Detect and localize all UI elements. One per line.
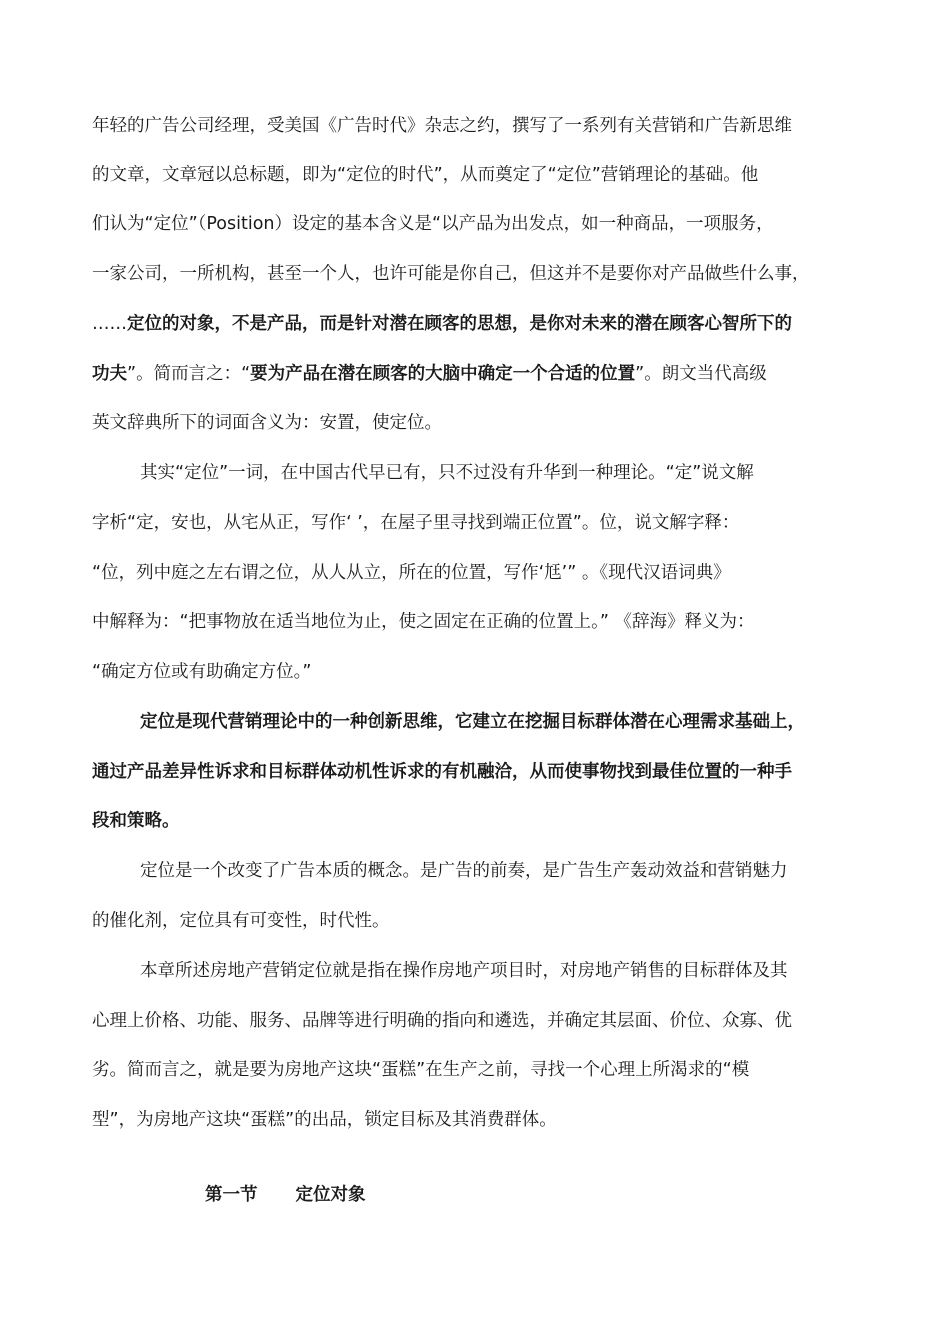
paragraph-1-line-1: 年轻的广告公司经理，受美国《广告时代》杂志之约，撰写了一系列有关营销和广告新思维 bbox=[92, 116, 792, 136]
section-heading bbox=[205, 1183, 366, 1207]
bold-emphasis-text: 定位的对象，不是产品，而是针对潜在顾客的思想，是你对未来的潜在顾客心智所下的 bbox=[127, 314, 792, 334]
paragraph-1-line-4: 一家公司，一所机构，甚至一个人，也许可能是你自己，但这并不是要你对产品做些什么事， bbox=[92, 264, 810, 284]
section-number: 第一节 bbox=[205, 1185, 258, 1205]
paragraph-1-line-5 bbox=[92, 312, 882, 336]
paragraph-2-line-3: “位，列中庭之左右谓之位，从人从立，所在的位置，写作‘尪’” 。《现代汉语词典》 bbox=[92, 563, 731, 583]
paragraph-3-line-2: 通过产品差异性诉求和目标群体动机性诉求的有机融洽，从而使事物找到最佳位置的一种手 bbox=[92, 762, 792, 782]
paragraph-4-line-2: 的催化剂，定位具有可变性，时代性。 bbox=[92, 911, 390, 931]
section-title: 定位对象 bbox=[295, 1185, 366, 1205]
paragraph-3-line-3: 段和策略。 bbox=[92, 811, 180, 831]
paragraph-2-line-2: 字析“定，安也，从宅从正，写作‘ ’，在屋子里寻找到端正位置”。位，说文解字释： bbox=[92, 513, 740, 533]
paragraph-5-line-4: 型”，为房地产这块“蛋糕”的出品，锁定目标及其消费群体。 bbox=[92, 1110, 557, 1130]
plain-text: ”。简而言之：“ bbox=[127, 364, 251, 384]
paragraph-5-line-1: 本章所述房地产营销定位就是指在操作房地产项目时，对房地产销售的目标群体及其 bbox=[140, 961, 788, 981]
bold-emphasis-text: 功夫 bbox=[92, 364, 127, 384]
paragraph-1-line-3: 们认为“定位”（Position）设定的基本含义是“以产品为出发点，如一种商品，一项服务， bbox=[92, 214, 774, 234]
bold-emphasis-text: 要为产品在潜在顾客的大脑中确定一个合适的位置 bbox=[250, 364, 636, 384]
paragraph-2-line-1: 其实“定位”一词，在中国古代早已有，只不过没有升华到一种理论。“定”说文解 bbox=[140, 463, 754, 483]
paragraph-1-line-2: 的文章，文章冠以总标题，即为“定位的时代”，从而奠定了“定位”营销理论的基础。他 bbox=[92, 165, 759, 185]
paragraph-2-line-4: 中解释为：“把事物放在适当地位为止，使之固定在正确的位置上。” 《辞海》释义为： bbox=[92, 612, 755, 632]
plain-text: ”。朗文当代高级 bbox=[635, 364, 767, 384]
paragraph-5-line-2: 心理上价格、功能、服务、品牌等进行明确的指向和遴选，并确定其层面、价位、众寡、优 bbox=[92, 1011, 792, 1031]
paragraph-2-line-5: “确定方位或有助确定方位。” bbox=[92, 662, 312, 682]
paragraph-1-line-7: 英文辞典所下的词面含义为：安置，使定位。 bbox=[92, 413, 442, 433]
paragraph-4-line-1: 定位是一个改变了广告本质的概念。是广告的前奏，是广告生产轰动效益和营销魅力 bbox=[140, 861, 788, 881]
paragraph-1-line-6 bbox=[92, 362, 882, 386]
ellipsis-text: …… bbox=[92, 314, 127, 334]
paragraph-5-line-3: 劣。简而言之，就是要为房地产这块“蛋糕”在生产之前，寻找一个心理上所渴求的“模 bbox=[92, 1060, 750, 1080]
paragraph-3-line-1: 定位是现代营销理论中的一种创新思维，它建立在挖掘目标群体潜在心理需求基础上， bbox=[140, 712, 805, 732]
